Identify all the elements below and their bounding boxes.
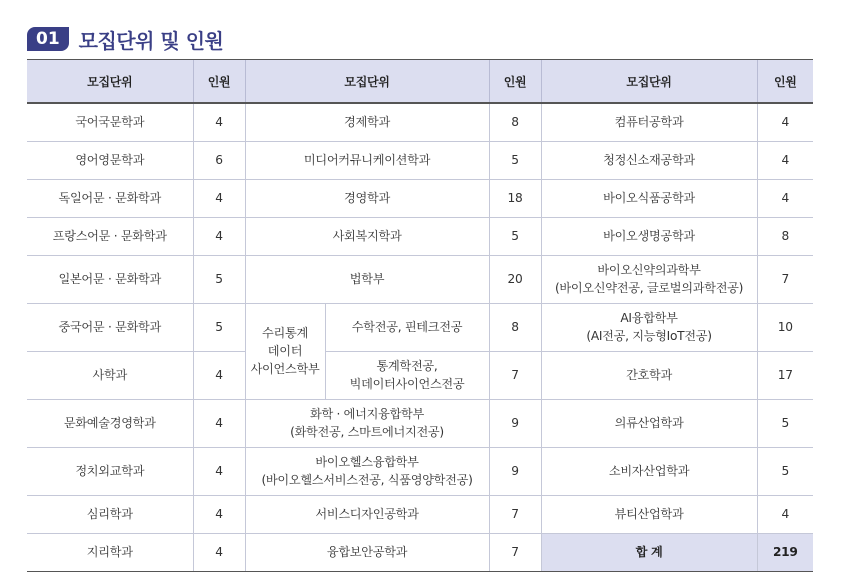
unit-cell: 문화예술경영학과 [27, 399, 193, 447]
unit-cell: 영어영문학과 [27, 141, 193, 179]
unit-name: 통계학전공, [376, 359, 438, 373]
unit-cell: 중국어문 · 문화학과 [27, 303, 193, 351]
unit-cell: 정치외교학과 [27, 447, 193, 495]
section-number-badge: 01 [27, 27, 69, 51]
unit-cell: 국어국문학과 [27, 103, 193, 141]
unit-cell: 지리학과 [27, 533, 193, 571]
table-row [27, 255, 813, 303]
section-title: 모집단위 및 인원 [78, 28, 224, 53]
unit-cell: 간호학과 [541, 351, 757, 399]
unit-cell: 프랑스어문 · 문화학과 [27, 217, 193, 255]
unit-cell: 서비스디자인공학과 [245, 495, 489, 533]
unit-cell: 법학부 [245, 255, 489, 303]
unit-cell: 바이오생명공학과 [541, 217, 757, 255]
group-cell [245, 303, 325, 399]
count-cell: 5 [757, 447, 813, 495]
table-row [27, 141, 813, 179]
count-cell: 5 [489, 141, 541, 179]
unit-name: 화학 · 에너지융합학부 [310, 407, 424, 421]
total-label-cell: 합 계 [541, 533, 757, 571]
header-count-3: 인원 [757, 60, 813, 103]
unit-cell: 의류산업학과 [541, 399, 757, 447]
count-cell: 4 [757, 103, 813, 141]
count-cell: 9 [489, 399, 541, 447]
unit-cell: 뷰티산업학과 [541, 495, 757, 533]
header-count-2: 인원 [489, 60, 541, 103]
count-cell: 20 [489, 255, 541, 303]
header-unit-3: 모집단위 [541, 60, 757, 103]
unit-majors: 빅데이터사이언스전공 [349, 377, 465, 391]
unit-cell: 융합보안공학과 [245, 533, 489, 571]
unit-name: AI융합학부 [620, 311, 678, 325]
unit-cell: 일본어문 · 문화학과 [27, 255, 193, 303]
count-cell: 7 [489, 351, 541, 399]
count-cell: 4 [193, 351, 245, 399]
unit-cell: 바이오식품공학과 [541, 179, 757, 217]
table-row [27, 495, 813, 533]
group-name-line: 수리통계 [262, 326, 308, 340]
header-unit-2: 모집단위 [245, 60, 489, 103]
count-cell: 10 [757, 303, 813, 351]
table-header-row [27, 60, 813, 103]
table-row [27, 103, 813, 141]
count-cell: 18 [489, 179, 541, 217]
count-cell: 5 [193, 303, 245, 351]
count-cell: 5 [193, 255, 245, 303]
unit-cell [245, 399, 489, 447]
total-count-cell: 219 [757, 533, 813, 571]
count-cell: 8 [489, 103, 541, 141]
unit-cell: 수학전공, 핀테크전공 [325, 303, 489, 351]
table-row [27, 303, 813, 351]
count-cell: 4 [193, 533, 245, 571]
count-cell: 4 [193, 217, 245, 255]
count-cell: 7 [757, 255, 813, 303]
count-cell: 4 [193, 447, 245, 495]
unit-majors: (바이오헬스서비스전공, 식품영양학전공) [261, 473, 473, 487]
header-count-1: 인원 [193, 60, 245, 103]
count-cell: 4 [757, 495, 813, 533]
unit-cell [245, 447, 489, 495]
unit-name: 바이오헬스융합학부 [315, 455, 419, 469]
unit-cell: 심리학과 [27, 495, 193, 533]
unit-cell: 사학과 [27, 351, 193, 399]
unit-name: 바이오신약의과학부 [597, 263, 701, 277]
group-name-line: 사이언스학부 [250, 362, 320, 376]
count-cell: 4 [193, 179, 245, 217]
count-cell: 4 [193, 103, 245, 141]
unit-majors: (AI전공, 지능형IoT전공) [586, 329, 712, 343]
unit-majors: (바이오신약전공, 글로벌의과학전공) [554, 281, 744, 295]
unit-cell: 소비자산업학과 [541, 447, 757, 495]
header-unit-1: 모집단위 [27, 60, 193, 103]
section-heading [27, 26, 223, 52]
table-row [27, 179, 813, 217]
count-cell: 5 [489, 217, 541, 255]
count-cell: 6 [193, 141, 245, 179]
count-cell: 8 [489, 303, 541, 351]
unit-cell [325, 351, 489, 399]
count-cell: 7 [489, 495, 541, 533]
unit-cell: 사회복지학과 [245, 217, 489, 255]
count-cell: 17 [757, 351, 813, 399]
unit-cell [541, 255, 757, 303]
unit-cell: 경영학과 [245, 179, 489, 217]
table-row [27, 351, 813, 399]
unit-cell: 경제학과 [245, 103, 489, 141]
recruitment-table [27, 60, 813, 572]
count-cell: 4 [193, 495, 245, 533]
count-cell: 4 [193, 399, 245, 447]
group-name-line: 데이터 [267, 344, 303, 358]
count-cell: 7 [489, 533, 541, 571]
unit-cell: 청정신소재공학과 [541, 141, 757, 179]
count-cell: 5 [757, 399, 813, 447]
table-row [27, 447, 813, 495]
table-row [27, 399, 813, 447]
unit-cell [541, 303, 757, 351]
unit-cell: 독일어문 · 문화학과 [27, 179, 193, 217]
table-row [27, 533, 813, 571]
count-cell: 9 [489, 447, 541, 495]
unit-cell: 미디어커뮤니케이션학과 [245, 141, 489, 179]
table-row [27, 217, 813, 255]
unit-majors: (화학전공, 스마트에너지전공) [290, 425, 444, 439]
unit-cell: 컴퓨터공학과 [541, 103, 757, 141]
count-cell: 8 [757, 217, 813, 255]
count-cell: 4 [757, 179, 813, 217]
count-cell: 4 [757, 141, 813, 179]
